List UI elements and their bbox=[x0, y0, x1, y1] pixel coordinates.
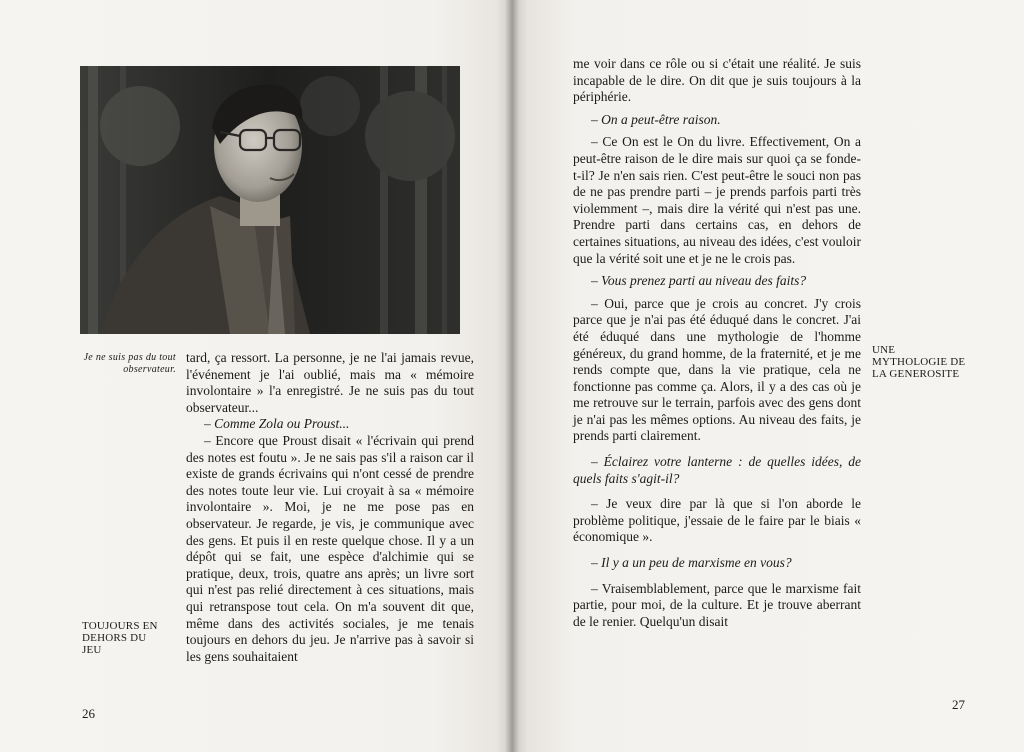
question: – Comme Zola ou Proust... bbox=[204, 416, 350, 432]
question: – Éclairez votre lanterne : de quelles idées, de quels faits s'agit-il? bbox=[573, 454, 861, 486]
paragraph: – Encore que Proust disait « l'écrivain qui prend des notes est foutu ». Je ne sais pas s'il a raison car il existe de grands écrivains qui n'ont cessé de prendre des notes toute leur vie. Lui croyait à sa « mémoire involontaire ». Moi, je ne me pose pas en observateur. Je regarde, je vis, je communique avec des gens. Et puis il en reste quelque chose. Il y a un dépôt qui se fait, une espèce d'alchimie qui se pratique, deux, trois, quatre ans après; un livre sort qui n'est pas relié directement à ces situations, mais qui retranspose tout cela. On m'a souvent dit que, même dans des activités sociales, je me tenais toujours en dehors du jeu. Je n'arrive pas à savoir si les gens souhaitaient bbox=[186, 432, 474, 664]
paragraph: – Vraisemblablement, parce que le marxisme fait partie, pour moi, de la culture. Et je trouve aberrant de le renier. Quelqu'un disait bbox=[573, 580, 861, 629]
question: – Il y a un peu de marxisme en vous? bbox=[591, 555, 792, 571]
side-heading-mythologie: UNE MYTHOLOGIE DE LA GENEROSITE bbox=[872, 344, 966, 380]
right-page-body bbox=[573, 56, 861, 630]
paragraph: me voir dans ce rôle ou si c'était une réalité. Je suis incapable de le dire. On dit que je suis toujours à la périphérie. bbox=[573, 56, 861, 105]
question: – Vous prenez parti au niveau des faits? bbox=[591, 273, 807, 289]
page-number-right: 27 bbox=[952, 697, 965, 712]
page-number-left: 26 bbox=[82, 706, 95, 721]
photo-caption: Je ne suis pas du tout observateur. bbox=[83, 352, 176, 375]
author-photo bbox=[80, 66, 460, 334]
side-heading-toujours: TOUJOURS EN DEHORS DU JEU bbox=[82, 620, 158, 656]
paragraph: tard, ça ressort. La personne, je ne l'ai jamais revue, l'événement je l'ai oublié, mais ma « mémoire involontaire » l'a enregistré. Je ne suis pas du tout observateur... bbox=[186, 350, 474, 415]
paragraph: – Je veux dire par là que si l'on aborde le problème politique, j'essaie de le faire par le biais « économique ». bbox=[573, 496, 861, 545]
book-gutter bbox=[505, 0, 519, 752]
left-page-body bbox=[186, 350, 474, 665]
paragraph: – Oui, parce que je crois au concret. J'y crois parce que je n'ai pas été éduqué dans le concret. J'ai été éduqué dans une mythologie de l'homme généreux, du grand homme, de la fraternité, et je me rends compte que, dans la vie pratique, cela ne fonctionne pas comme ça. Alors, il y a des cas où je me retrouve sur le terrain, parfois avec des gens dont je n'ai pas les mêmes options. Au niveau des faits, je prends parti clairement. bbox=[573, 295, 861, 444]
question: – On a peut-être raison. bbox=[591, 111, 721, 127]
paragraph: – Ce On est le On du livre. Effectivement, On a peut-être raison de le dire mais sur quoi ça se fonde-t-il? Je n'en sais rien. C'est peut-être le souci non pas de ne pas prendre parti – je prends parfois parti très violemment –, mais dire la vérité qui n'est pas une. Prendre parti dans certains cas, en dehors de certaines situations, au niveau des idées, c'est vouloir que la vérité soit une et je ne le crois pas. bbox=[573, 134, 861, 266]
